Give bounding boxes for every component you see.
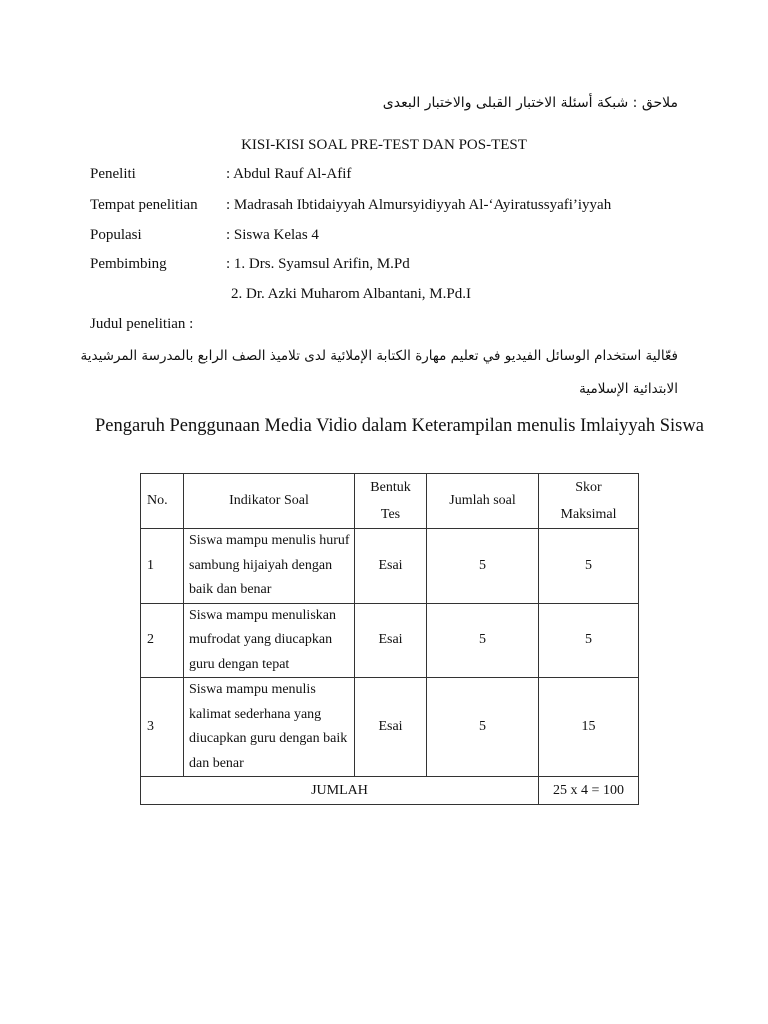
cell-bentuk: Esai bbox=[355, 603, 427, 678]
header-bentuk-text: Bentuk Tes bbox=[370, 480, 411, 522]
judul-arabic-line-2: الابتدائية الإسلامية bbox=[579, 381, 678, 397]
cell-indikator: Siswa mampu menuliskan mufrodat yang diucapkan guru dengan tepat bbox=[184, 603, 355, 678]
cell-skor: 5 bbox=[539, 603, 639, 678]
table-row bbox=[141, 678, 639, 777]
peneliti-value: : Abdul Rauf Al-Afif bbox=[226, 166, 352, 182]
cell-indikator: Siswa mampu menulis kalimat sederhana yang diucapkan guru dengan baik dan benar bbox=[184, 678, 355, 777]
header-no: No. bbox=[141, 474, 184, 529]
cell-bentuk: Esai bbox=[355, 529, 427, 604]
research-title: Pengaruh Penggunaan Media Vidio dalam Keterampilan menulis Imlaiyyah Siswa bbox=[95, 416, 704, 436]
cell-jumlah: 5 bbox=[427, 529, 539, 604]
cell-jumlah: 5 bbox=[427, 678, 539, 777]
total-value: 25 x 4 = 100 bbox=[539, 777, 639, 805]
cell-no: 1 bbox=[141, 529, 184, 604]
appendix-title-arabic: ملاحق : شبكة أسئلة الاختبار القبلى والاختبار البعدى bbox=[382, 95, 678, 111]
header-indikator: Indikator Soal bbox=[184, 474, 355, 529]
header-bentuk bbox=[355, 474, 427, 529]
judul-arabic-line-1: فعّالية استخدام الوسائل الفيديو في تعليم مهارة الكتابة الإملائية لدى تلاميذ الصف الرابع بالمدرسة المرشيدية bbox=[80, 348, 678, 364]
header-jumlah: Jumlah soal bbox=[427, 474, 539, 529]
cell-bentuk: Esai bbox=[355, 678, 427, 777]
judul-label: Judul penelitian : bbox=[90, 316, 194, 332]
populasi-value: : Siswa Kelas 4 bbox=[226, 227, 319, 243]
table-row bbox=[141, 603, 639, 678]
header-skor-text: Skor Maksimal bbox=[560, 480, 617, 522]
peneliti-label: Peneliti bbox=[90, 166, 136, 182]
tempat-label: Tempat penelitian bbox=[90, 197, 198, 213]
cell-skor: 15 bbox=[539, 678, 639, 777]
table-total-row bbox=[141, 777, 639, 805]
cell-no: 3 bbox=[141, 678, 184, 777]
table-header-row bbox=[141, 474, 639, 529]
pembimbing-label: Pembimbing bbox=[90, 256, 167, 272]
pembimbing-value-2: 2. Dr. Azki Muharom Albantani, M.Pd.I bbox=[231, 286, 471, 302]
total-label: JUMLAH bbox=[141, 777, 539, 805]
cell-indikator: Siswa mampu menulis huruf sambung hijaiyah dengan baik dan benar bbox=[184, 529, 355, 604]
cell-jumlah: 5 bbox=[427, 603, 539, 678]
document-heading: KISI-KISI SOAL PRE-TEST DAN POS-TEST bbox=[241, 137, 527, 153]
table-row bbox=[141, 529, 639, 604]
cell-no: 2 bbox=[141, 603, 184, 678]
tempat-value: : Madrasah Ibtidaiyyah Almursyidiyyah Al-‘Ayiratussyafi’iyyah bbox=[226, 197, 612, 213]
kisi-kisi-table bbox=[140, 473, 639, 805]
header-skor bbox=[539, 474, 639, 529]
cell-skor: 5 bbox=[539, 529, 639, 604]
populasi-label: Populasi bbox=[90, 227, 142, 243]
pembimbing-value-1: : 1. Drs. Syamsul Arifin, M.Pd bbox=[226, 256, 410, 272]
